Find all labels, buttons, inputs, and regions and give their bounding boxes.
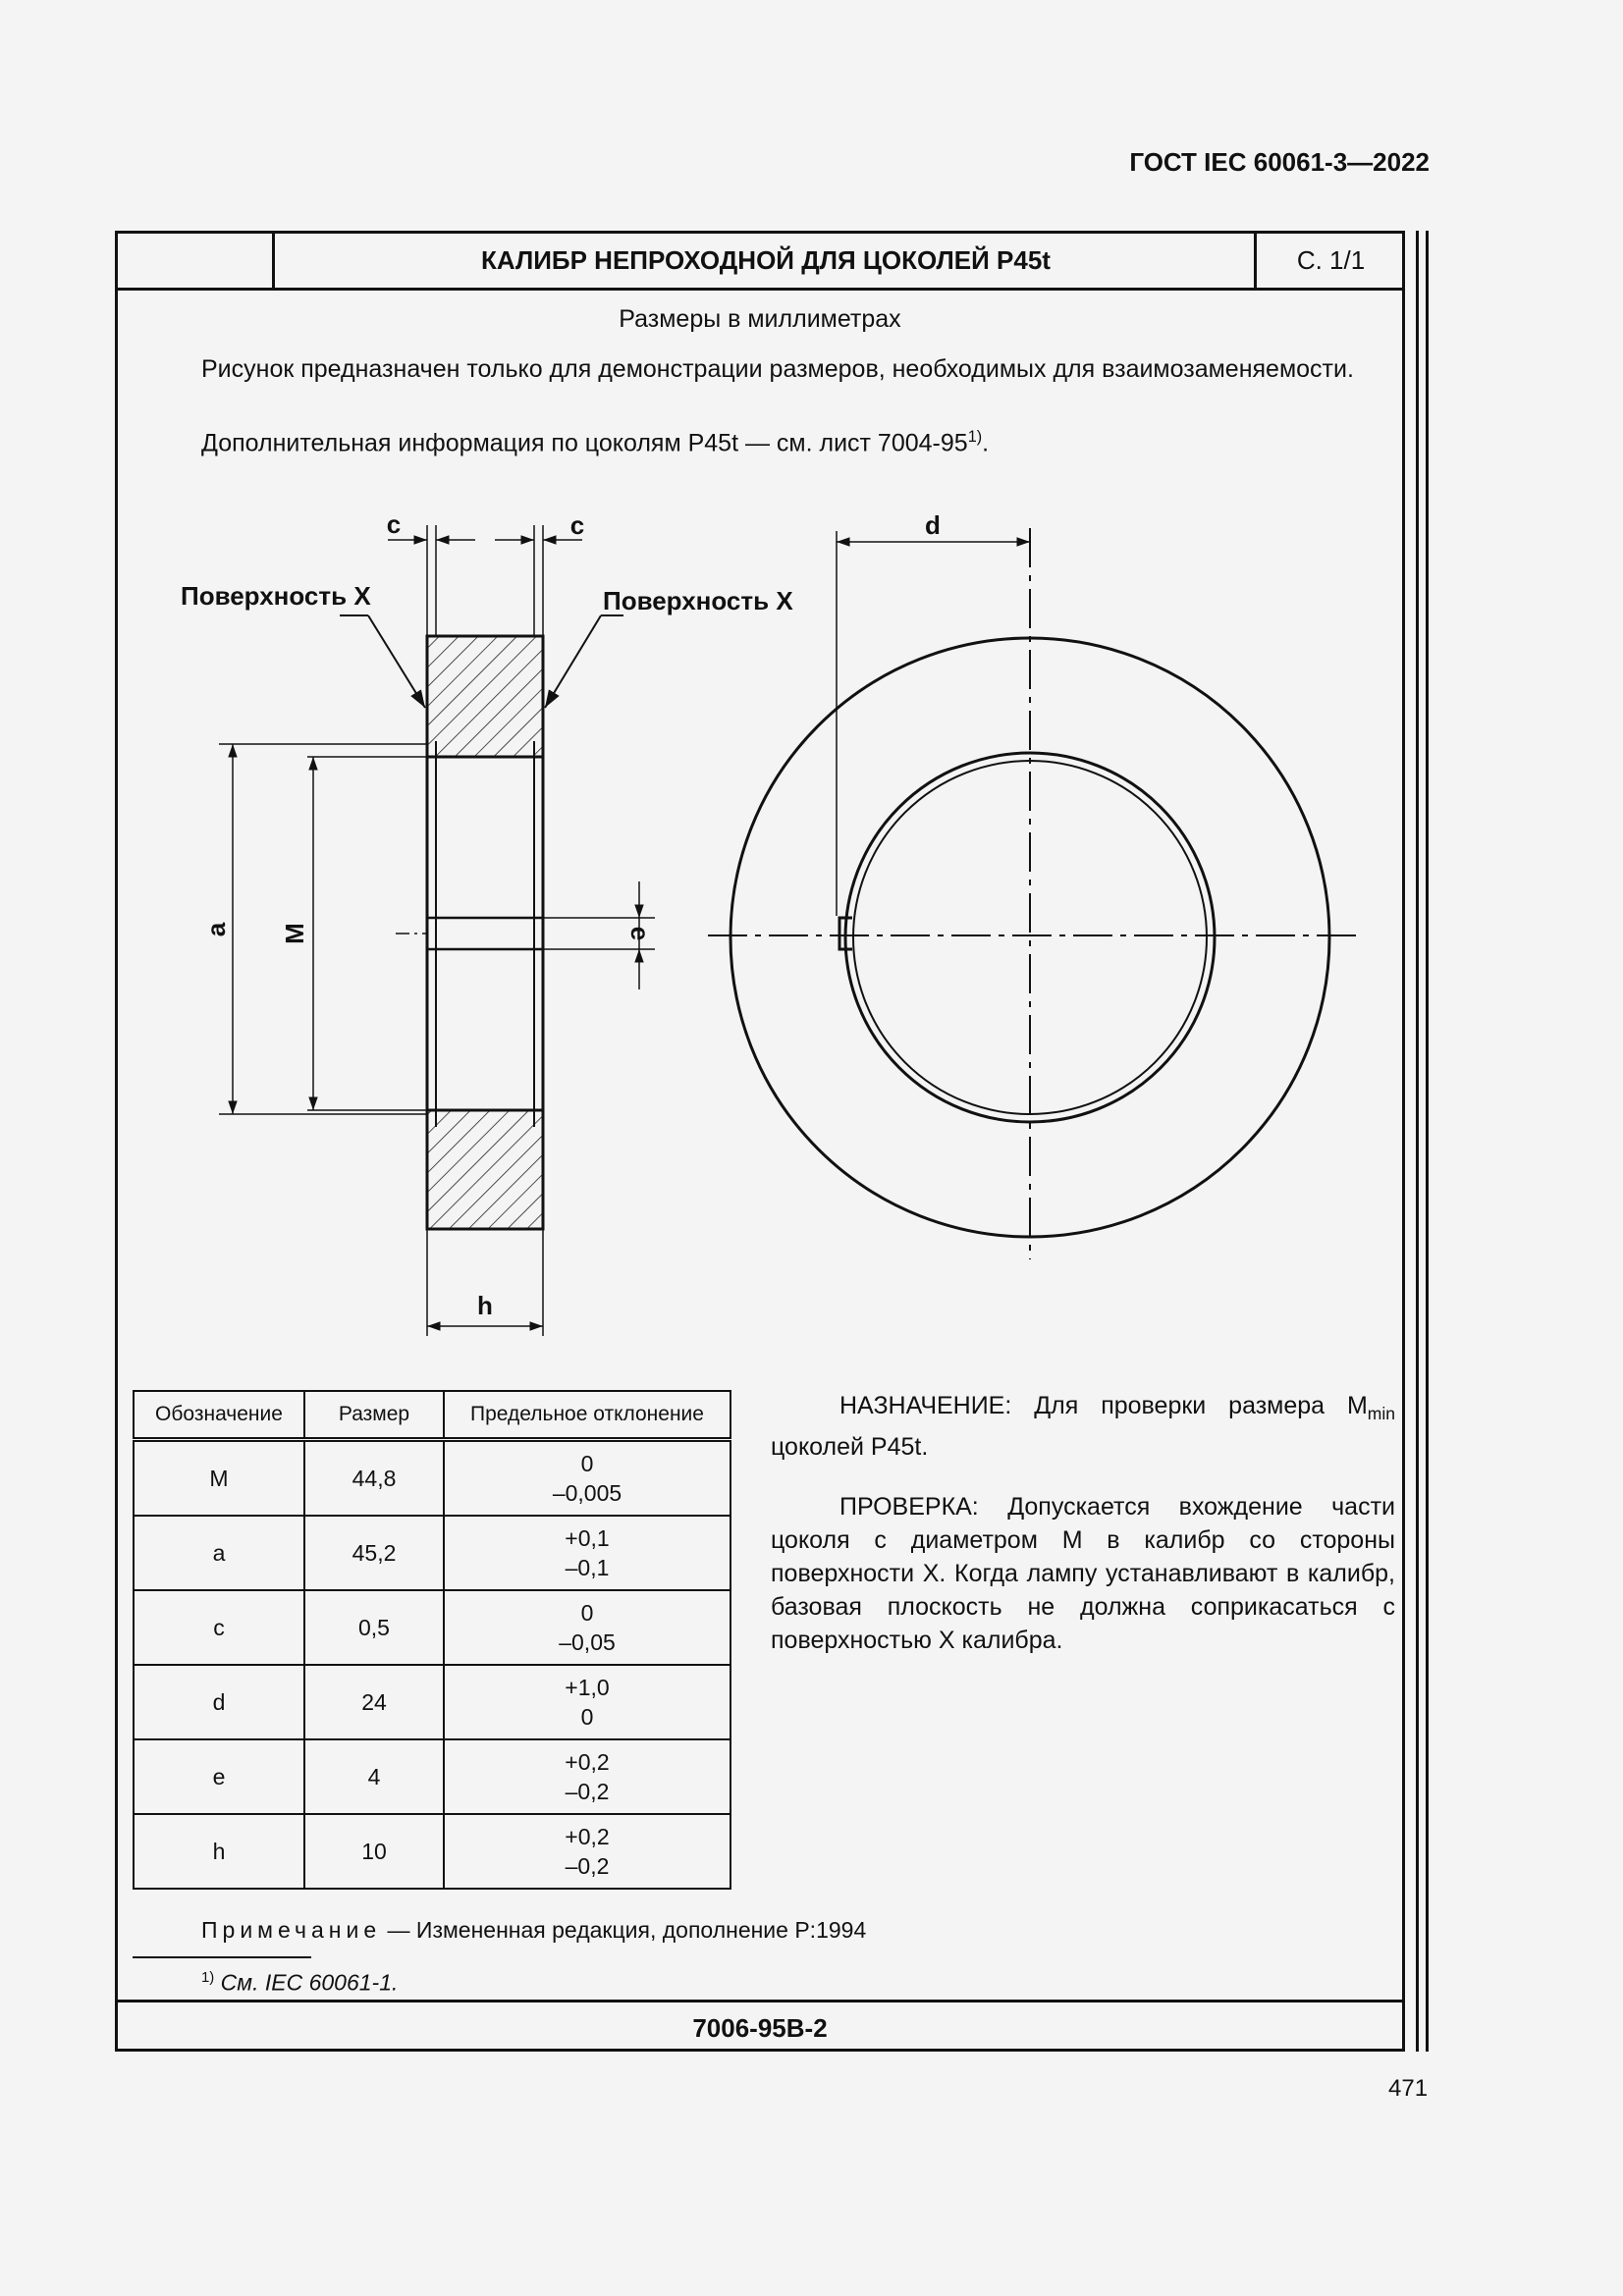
sheet-code: 7006-95B-2 bbox=[118, 2000, 1402, 2055]
units-note: Размеры в миллиметрах bbox=[619, 305, 901, 333]
check-paragraph: ПРОВЕРКА: Допускается вхождение части цоколя с диаметром M в калибр со стороны поверхности X. Когда лампу устанавливают в калибр, базовая плоскость не должна соприкасаться с поверхностью X калибра. bbox=[771, 1493, 1395, 1654]
table-row bbox=[134, 1440, 730, 1517]
intro-paragraph-2: Дополнительная информация по цоколям P45t — см. лист 7004-95$^{1)}$. bbox=[201, 428, 990, 457]
right-margin-line bbox=[1416, 231, 1419, 2052]
cell-tolerance: 0 –0,05 bbox=[444, 1590, 730, 1665]
page-number: 471 bbox=[1388, 2075, 1429, 2102]
dim-label-e: e bbox=[625, 926, 655, 941]
footnote: $^{1)}$ См. IEC 60061-1. bbox=[201, 1969, 399, 1996]
dim-label-a: a bbox=[201, 922, 231, 937]
cell-tolerance: +0,2 –0,2 bbox=[444, 1814, 730, 1889]
table-row bbox=[134, 1665, 730, 1739]
cell-tolerance: +0,1 –0,1 bbox=[444, 1516, 730, 1590]
dimensions-table bbox=[133, 1390, 731, 1890]
table-row bbox=[134, 1516, 730, 1590]
cell-symbol: a bbox=[134, 1516, 304, 1590]
col-header-symbol: Обозначение bbox=[134, 1391, 304, 1440]
table-row bbox=[134, 1590, 730, 1665]
sheet-number: С. 1/1 bbox=[1254, 234, 1405, 288]
surface-x-label-left: Поверхность X bbox=[181, 581, 371, 611]
cell-size: 44,8 bbox=[304, 1440, 444, 1517]
purpose-paragraph: НАЗНАЧЕНИЕ: Для проверки размера $M_{min}$ цоколей P45t. bbox=[771, 1392, 1395, 1461]
cell-symbol: M bbox=[134, 1440, 304, 1517]
cell-tolerance: +1,0 0 bbox=[444, 1665, 730, 1739]
dim-label-c-right: c bbox=[569, 510, 585, 540]
surface-x-label-right: Поверхность X bbox=[603, 586, 793, 615]
section-hatch-bottom bbox=[427, 1110, 543, 1229]
cell-tolerance: 0 –0,005 bbox=[444, 1440, 730, 1517]
cell-symbol: c bbox=[134, 1590, 304, 1665]
standard-designation: ГОСТ IEC 60061-3—2022 bbox=[1129, 147, 1430, 177]
intro-paragraph-1: Рисунок предназначен только для демонстрации размеров, необходимых для взаимозаменяемости. bbox=[201, 355, 1354, 383]
inner-circle-secondary bbox=[853, 761, 1207, 1114]
dim-label-c-left: c bbox=[386, 509, 402, 539]
sheet-title: КАЛИБР НЕПРОХОДНОЙ ДЛЯ ЦОКОЛЕЙ P45t bbox=[481, 245, 1051, 275]
note: Примечание — Измененная редакция, дополнение P:1994 bbox=[201, 1917, 867, 1943]
cell-size: 24 bbox=[304, 1665, 444, 1739]
cell-symbol: d bbox=[134, 1665, 304, 1739]
cell-size: 0,5 bbox=[304, 1590, 444, 1665]
footnote-separator bbox=[133, 1956, 311, 1958]
cell-size: 45,2 bbox=[304, 1516, 444, 1590]
drawing-sheet bbox=[115, 231, 1405, 2052]
gauge-front-view bbox=[708, 528, 1358, 1259]
cell-tolerance: +0,2 –0,2 bbox=[444, 1739, 730, 1814]
table-row bbox=[134, 1814, 730, 1889]
cell-symbol: h bbox=[134, 1814, 304, 1889]
gauge-drawing bbox=[118, 234, 1402, 1392]
dim-label-d: d bbox=[925, 510, 941, 540]
dim-label-h: h bbox=[477, 1291, 493, 1320]
col-header-tolerance: Предельное отклонение bbox=[444, 1391, 730, 1440]
section-hatch-top bbox=[427, 636, 543, 757]
dim-label-M: M bbox=[280, 923, 309, 944]
col-header-size: Размер bbox=[304, 1391, 444, 1440]
cell-symbol: e bbox=[134, 1739, 304, 1814]
cell-size: 10 bbox=[304, 1814, 444, 1889]
cell-size: 4 bbox=[304, 1739, 444, 1814]
table-row bbox=[134, 1739, 730, 1814]
right-margin-line bbox=[1426, 231, 1429, 2052]
